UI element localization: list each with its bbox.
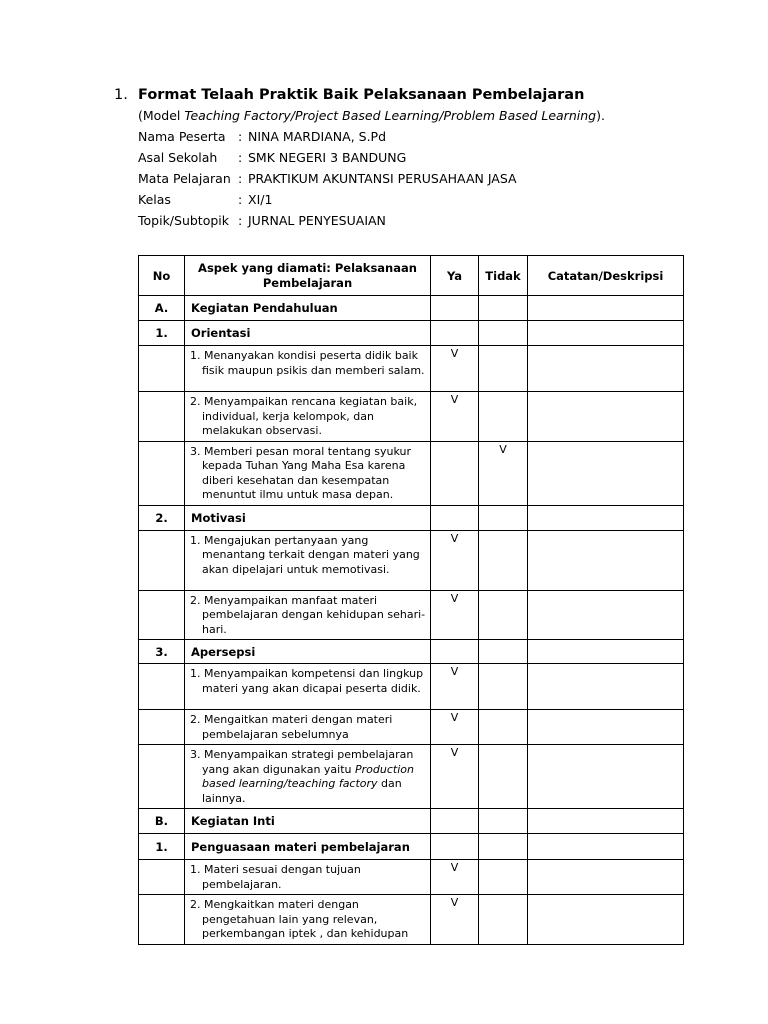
info-value: JURNAL PENYESUAIAN <box>248 213 386 228</box>
row-ya-mark: V <box>431 392 479 442</box>
info-value: SMK NEGERI 3 BANDUNG <box>248 150 407 165</box>
row-catatan <box>528 530 684 590</box>
heading-title: Format Telaah Praktik Baik Pelaksanaan Pembelajaran <box>138 87 585 103</box>
header-ya: Ya <box>431 256 479 296</box>
row-ya-mark: V <box>431 530 479 590</box>
row-section-label: Motivasi <box>185 505 431 530</box>
row-tidak-mark <box>479 346 528 392</box>
row-item-text: 3. Menyampaikan strategi pembelajaran yang akan digunakan yaitu Production based learning/teaching factory dan lainnya. <box>190 748 414 805</box>
info-kelas: Kelas : XI/1 <box>138 192 273 207</box>
table-row <box>139 441 684 505</box>
row-no: 1. <box>139 834 185 860</box>
row-no: 2. <box>139 505 185 530</box>
row-tidak-mark <box>479 745 528 809</box>
row-catatan <box>528 895 684 945</box>
info-value: XI/1 <box>248 192 273 207</box>
observation-table <box>138 255 684 945</box>
header-catatan: Catatan/Deskripsi <box>528 256 684 296</box>
row-item-text: 3. Memberi pesan moral tentang syukur kepada Tuhan Yang Maha Esa karena diberi kesehatan dan kesempatan menuntut ilmu untuk masa depan. <box>190 444 412 501</box>
row-no: 3. <box>139 640 185 664</box>
row-section-label: Penguasaan materi pembelajaran <box>185 834 431 860</box>
table-row <box>139 664 684 710</box>
row-catatan <box>528 860 684 895</box>
row-tidak-mark <box>479 664 528 710</box>
row-catatan <box>528 590 684 640</box>
row-item-text: 1. Menyampaikan kompetensi dan lingkup materi yang akan dicapai peserta didik. <box>190 667 424 695</box>
info-value: PRAKTIKUM AKUNTANSI PERUSAHAAN JASA <box>248 171 517 186</box>
row-item-text: 1. Menanyakan kondisi peserta didik baik fisik maupun psikis dan memberi salam. <box>190 349 425 377</box>
row-item-text: 1. Materi sesuai dengan tujuan pembelajaran. <box>190 863 361 891</box>
row-no: B. <box>139 809 185 834</box>
table-row <box>139 710 684 745</box>
row-no: A. <box>139 296 185 321</box>
info-topik: Topik/Subtopik : JURNAL PENYESUAIAN <box>138 213 386 228</box>
table-row <box>139 392 684 442</box>
row-ya-mark: V <box>431 745 479 809</box>
row-tidak-mark <box>479 860 528 895</box>
row-no: 1. <box>139 321 185 346</box>
info-label: Kelas <box>138 192 171 207</box>
row-tidak-mark: V <box>479 441 528 505</box>
info-label: Mata Pelajaran <box>138 171 231 186</box>
table-row <box>139 346 684 392</box>
header-tidak: Tidak <box>479 256 528 296</box>
row-item-text: 2. Menyampaikan manfaat materi pembelajaran dengan kehidupan sehari-hari. <box>190 593 426 636</box>
row-ya-mark: V <box>431 346 479 392</box>
row-section-label: Kegiatan Pendahuluan <box>185 296 431 321</box>
row-catatan <box>528 392 684 442</box>
row-tidak-mark <box>479 710 528 745</box>
model-prefix: (Model <box>138 108 185 123</box>
row-ya-mark: V <box>431 710 479 745</box>
heading-number: 1. <box>114 87 128 103</box>
row-ya-mark: V <box>431 590 479 640</box>
row-tidak-mark <box>479 895 528 945</box>
row-item-text: 2. Menyampaikan rencana kegiatan baik, individual, kerja kelompok, dan melakukan observasi. <box>190 395 418 437</box>
row-catatan <box>528 441 684 505</box>
model-line <box>138 108 605 123</box>
table-row <box>139 809 684 834</box>
row-ya-mark: V <box>431 664 479 710</box>
info-label: Topik/Subtopik <box>138 213 230 228</box>
row-section-label: Kegiatan Inti <box>185 809 431 834</box>
header-aspek: Aspek yang diamati: Pelaksanaan Pembelajaran <box>185 256 431 296</box>
info-nama-peserta: Nama Peserta : NINA MARDIANA, S.Pd <box>138 129 387 144</box>
row-tidak-mark <box>479 590 528 640</box>
row-ya-mark: V <box>431 895 479 945</box>
row-ya-mark: V <box>431 860 479 895</box>
row-catatan <box>528 710 684 745</box>
table-row <box>139 505 684 530</box>
row-catatan <box>528 346 684 392</box>
row-tidak-mark <box>479 530 528 590</box>
info-mata-pelajaran: Mata Pelajaran : PRAKTIKUM AKUNTANSI PERUSAHAAN JASA <box>138 171 517 186</box>
table-row <box>139 860 684 895</box>
table-row <box>139 590 684 640</box>
row-catatan <box>528 664 684 710</box>
row-catatan <box>528 745 684 809</box>
table-row <box>139 834 684 860</box>
table-row <box>139 745 684 809</box>
info-label: Asal Sekolah <box>138 150 218 165</box>
table-row <box>139 640 684 664</box>
info-label: Nama Peserta <box>138 129 226 144</box>
row-section-label: Orientasi <box>185 321 431 346</box>
table-row <box>139 321 684 346</box>
row-item-text: 2. Mengkaitkan materi dengan pengetahuan lain yang relevan, perkembangan iptek , dan kehidupan <box>190 898 409 940</box>
info-asal-sekolah: Asal Sekolah : SMK NEGERI 3 BANDUNG <box>138 150 407 165</box>
model-suffix: ). <box>596 108 605 123</box>
info-value: NINA MARDIANA, S.Pd <box>248 129 387 144</box>
row-item-text: 1. Mengajukan pertanyaan yang menantang terkait dengan materi yang akan dipelajari untuk memotivasi. <box>190 533 420 576</box>
document-heading <box>114 87 584 103</box>
table-row <box>139 296 684 321</box>
table-row <box>139 895 684 945</box>
table-header-row <box>139 256 684 296</box>
header-no: No <box>139 256 185 296</box>
table-row <box>139 530 684 590</box>
row-item-text: 2. Mengaitkan materi dengan materi pembelajaran sebelumnya <box>190 713 393 741</box>
model-italic: Teaching Factory/Project Based Learning/Problem Based Learning <box>184 108 597 123</box>
row-tidak-mark <box>479 392 528 442</box>
row-section-label: Apersepsi <box>185 640 431 664</box>
row-ya-mark <box>431 441 479 505</box>
